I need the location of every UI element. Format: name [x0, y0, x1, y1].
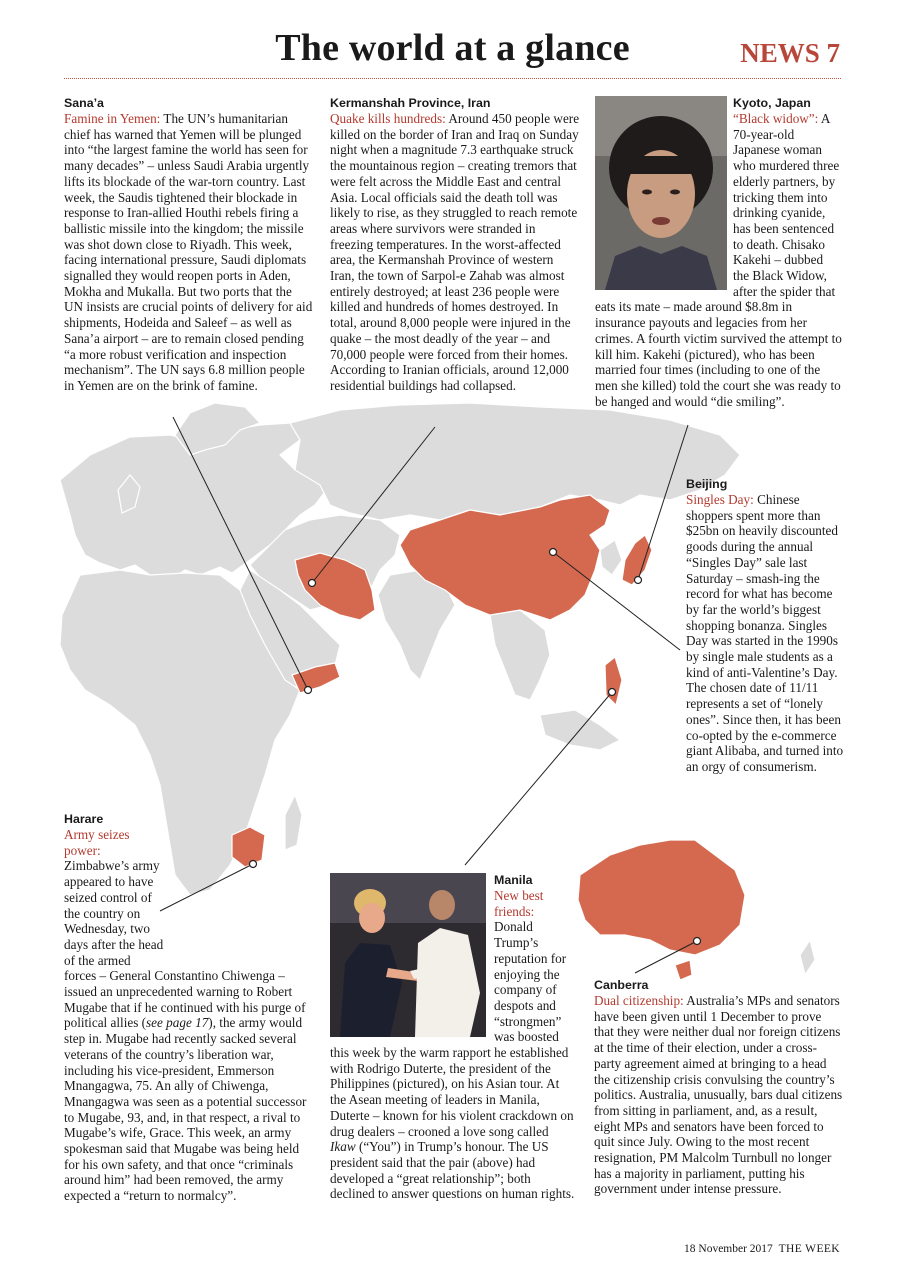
marker-beijing: [550, 549, 557, 556]
story-kyoto: [595, 96, 842, 409]
story-headline: Quake kills hundreds:: [330, 111, 446, 126]
story-headline: New best friends:: [494, 888, 544, 919]
story-canberra: [594, 978, 844, 1197]
story-sanaa: [64, 96, 314, 394]
header-divider: [64, 78, 841, 79]
story-place: Kermanshah Province, Iran: [330, 96, 491, 110]
korea: [600, 540, 622, 575]
story-body: The UN’s humanitarian chief has warned that Yemen will be plunged into “the largest famine the world has seen for many decades” – unless Saudi Arabia urgently lifts its blockade of the war-torn country. Last week, the Saudis tightened their blockade in response to Iran-allied Houthi rebels firing a ballistic missile into the kingdom; the missile was shot down close to Riyadh. This week, facing international pressure, Saudi diplomats signalled they would reopen ports in Aden, Mokha and Mukalla. But two ports that the UN insists are crucial points of delivery for aid shipments, Hodeida and Saleef – as well as Sana’a airport – are to remain closed pending “a more robust verification and inspection mechanism”. The UN says 6.8 million people in Yemen are on the brink of famine.: [64, 111, 313, 393]
russia: [290, 403, 740, 520]
story-body-italic: see page 17: [146, 1015, 209, 1031]
story-headline: Dual citizenship:: [594, 993, 684, 1008]
story-body: Australia’s MPs and senators have been given until 1 December to prove that they were neither dual nor foreign citizens at the time of their election, under a cross-party agreement aimed at bringing to a head the citizenship crisis convulsing the country’s politics. Australia, unusually, bars dual citizens from sitting in parliament, and, as a result, eight MPs and senators have been forced to quit since July. Owing to the most recent resignation, PM Malcolm Turnbull no longer has a majority in parliament, putting his government under intense pressure.: [594, 993, 843, 1197]
story-place: Harare: [64, 812, 104, 826]
marker-sanaa: [305, 687, 312, 694]
story-headline: Famine in Yemen:: [64, 111, 161, 126]
marker-kyoto: [635, 577, 642, 584]
story-harare: [64, 812, 316, 1204]
story-body: A 70-year-old Japanese woman who murdered three elderly partners, by tricking them into drinking cyanide, has been sentenced to death. Chisako Kakehi – dubbed the Black Widow, after the spider that eats its mate – made around $8.8m in insurance payouts and legacies from her crimes. A fourth victim survived the attempt to kill him. Kakehi (pictured), who has been married four times (including to one of the men she killed) told the court she was ready to be hanged and would “die smiling”.: [595, 111, 842, 409]
se-asia: [490, 610, 550, 700]
story-body-italic: Ikaw: [330, 1139, 356, 1155]
story-place: Kyoto, Japan: [733, 96, 811, 110]
footer-publication: THE WEEK: [778, 1243, 840, 1255]
story-body: Around 450 people were killed on the border of Iran and Iraq on Sunday night when a magnitude 7.3 earthquake struck the mountainous region – creating tremors that were felt across the Middle East and central Asia. Local officials said the death toll was likely to rise, as they struggled to reach remote areas where survivors were stranded in freezing temperatures. In the worst-affected area, the Kermanshah Province of western Iran, the town of Sarpol-e Zahab was almost entirely destroyed; at least 236 people were killed and hundreds of homes destroyed. In total, around 8,000 people were injured in the quake – the most deadly of the year – and 70,000 people were forced from their homes. According to Iranian officials, around 12,000 residential buildings had collapsed.: [330, 111, 580, 393]
australia-highlight: [578, 840, 745, 955]
story-body: Zimbabwe’s army appeared to have seized control of the country on Wednesday, two days after the head of the armed forces – General Constantino Chiwenga – issued an unprecedented warning to Robert Mugabe that if he continued with his purge of political allies (: [64, 858, 306, 1031]
marker-canberra: [694, 938, 701, 945]
story-manila: [330, 873, 576, 1202]
tasmania-highlight: [675, 960, 692, 980]
page-title: The world at a glance: [275, 27, 630, 69]
page-footer: [684, 1243, 840, 1255]
story-headline: “Black widow”:: [733, 111, 819, 126]
story-headline: Singles Day:: [686, 492, 754, 507]
story-place: Manila: [494, 873, 533, 887]
story-kermanshah: [330, 96, 580, 394]
new-zealand: [800, 940, 815, 975]
story-place: Beijing: [686, 477, 728, 491]
story-body: Chinese shoppers spent more than $25bn on heavily discounted goods during the annual “Singles Day” sale last Saturday – smash-ing the record for what has become by far the world’s biggest shopping bonanza. Singles Day was started in the 1990s by single male students as a kind of anti-Valentine’s Day. The chosen date of 11/11 represents a set of “lonely ones”. Since then, it has been co-opted by the e-commerce giant Alibaba, and turned into an orgy of consumerism.: [686, 492, 844, 774]
footer-date: 18 November 2017: [684, 1243, 773, 1255]
section-label: NEWS 7: [740, 38, 840, 68]
story-place: Sana’a: [64, 96, 104, 110]
story-place: Canberra: [594, 978, 649, 992]
story-headline: Army seizes power:: [64, 827, 130, 858]
leader-manila: [465, 692, 612, 865]
story-beijing: [686, 477, 846, 775]
story-body: ), the army would step in. Mugabe had recently sacked several veterans of the country’s liberation war, including his vice-president, Emmerson Mnangagwa, 75. An ally of Chiwenga, Mnangagwa was seen as a potential successor to Mugabe, 93, and, in that respect, a rival to Mugabe’s wife, Grace. This week, an army spokesman said that Mugabe was being held for his own safety, and that once “criminals around him” had been removed, the army expected a “return to normalcy”.: [64, 1015, 307, 1204]
marker-kermanshah: [309, 580, 316, 587]
story-body: Donald Trump’s reputation for enjoying the company of despots and “strongmen” was boosted this week by the warm rapport he established with Rodrigo Duterte, the president of the Philippines (pictured), on his Asian tour. At the Asean meeting of leaders in Manila, Duterte – known for his violent crackdown on drug dealers – crooned a love song called: [330, 919, 574, 1139]
story-body: (“You”) in Trump’s honour. The US president said that the pair (above) had developed a “great relationship”; both declined to answer questions on human rights.: [330, 1139, 575, 1202]
marker-manila: [609, 689, 616, 696]
